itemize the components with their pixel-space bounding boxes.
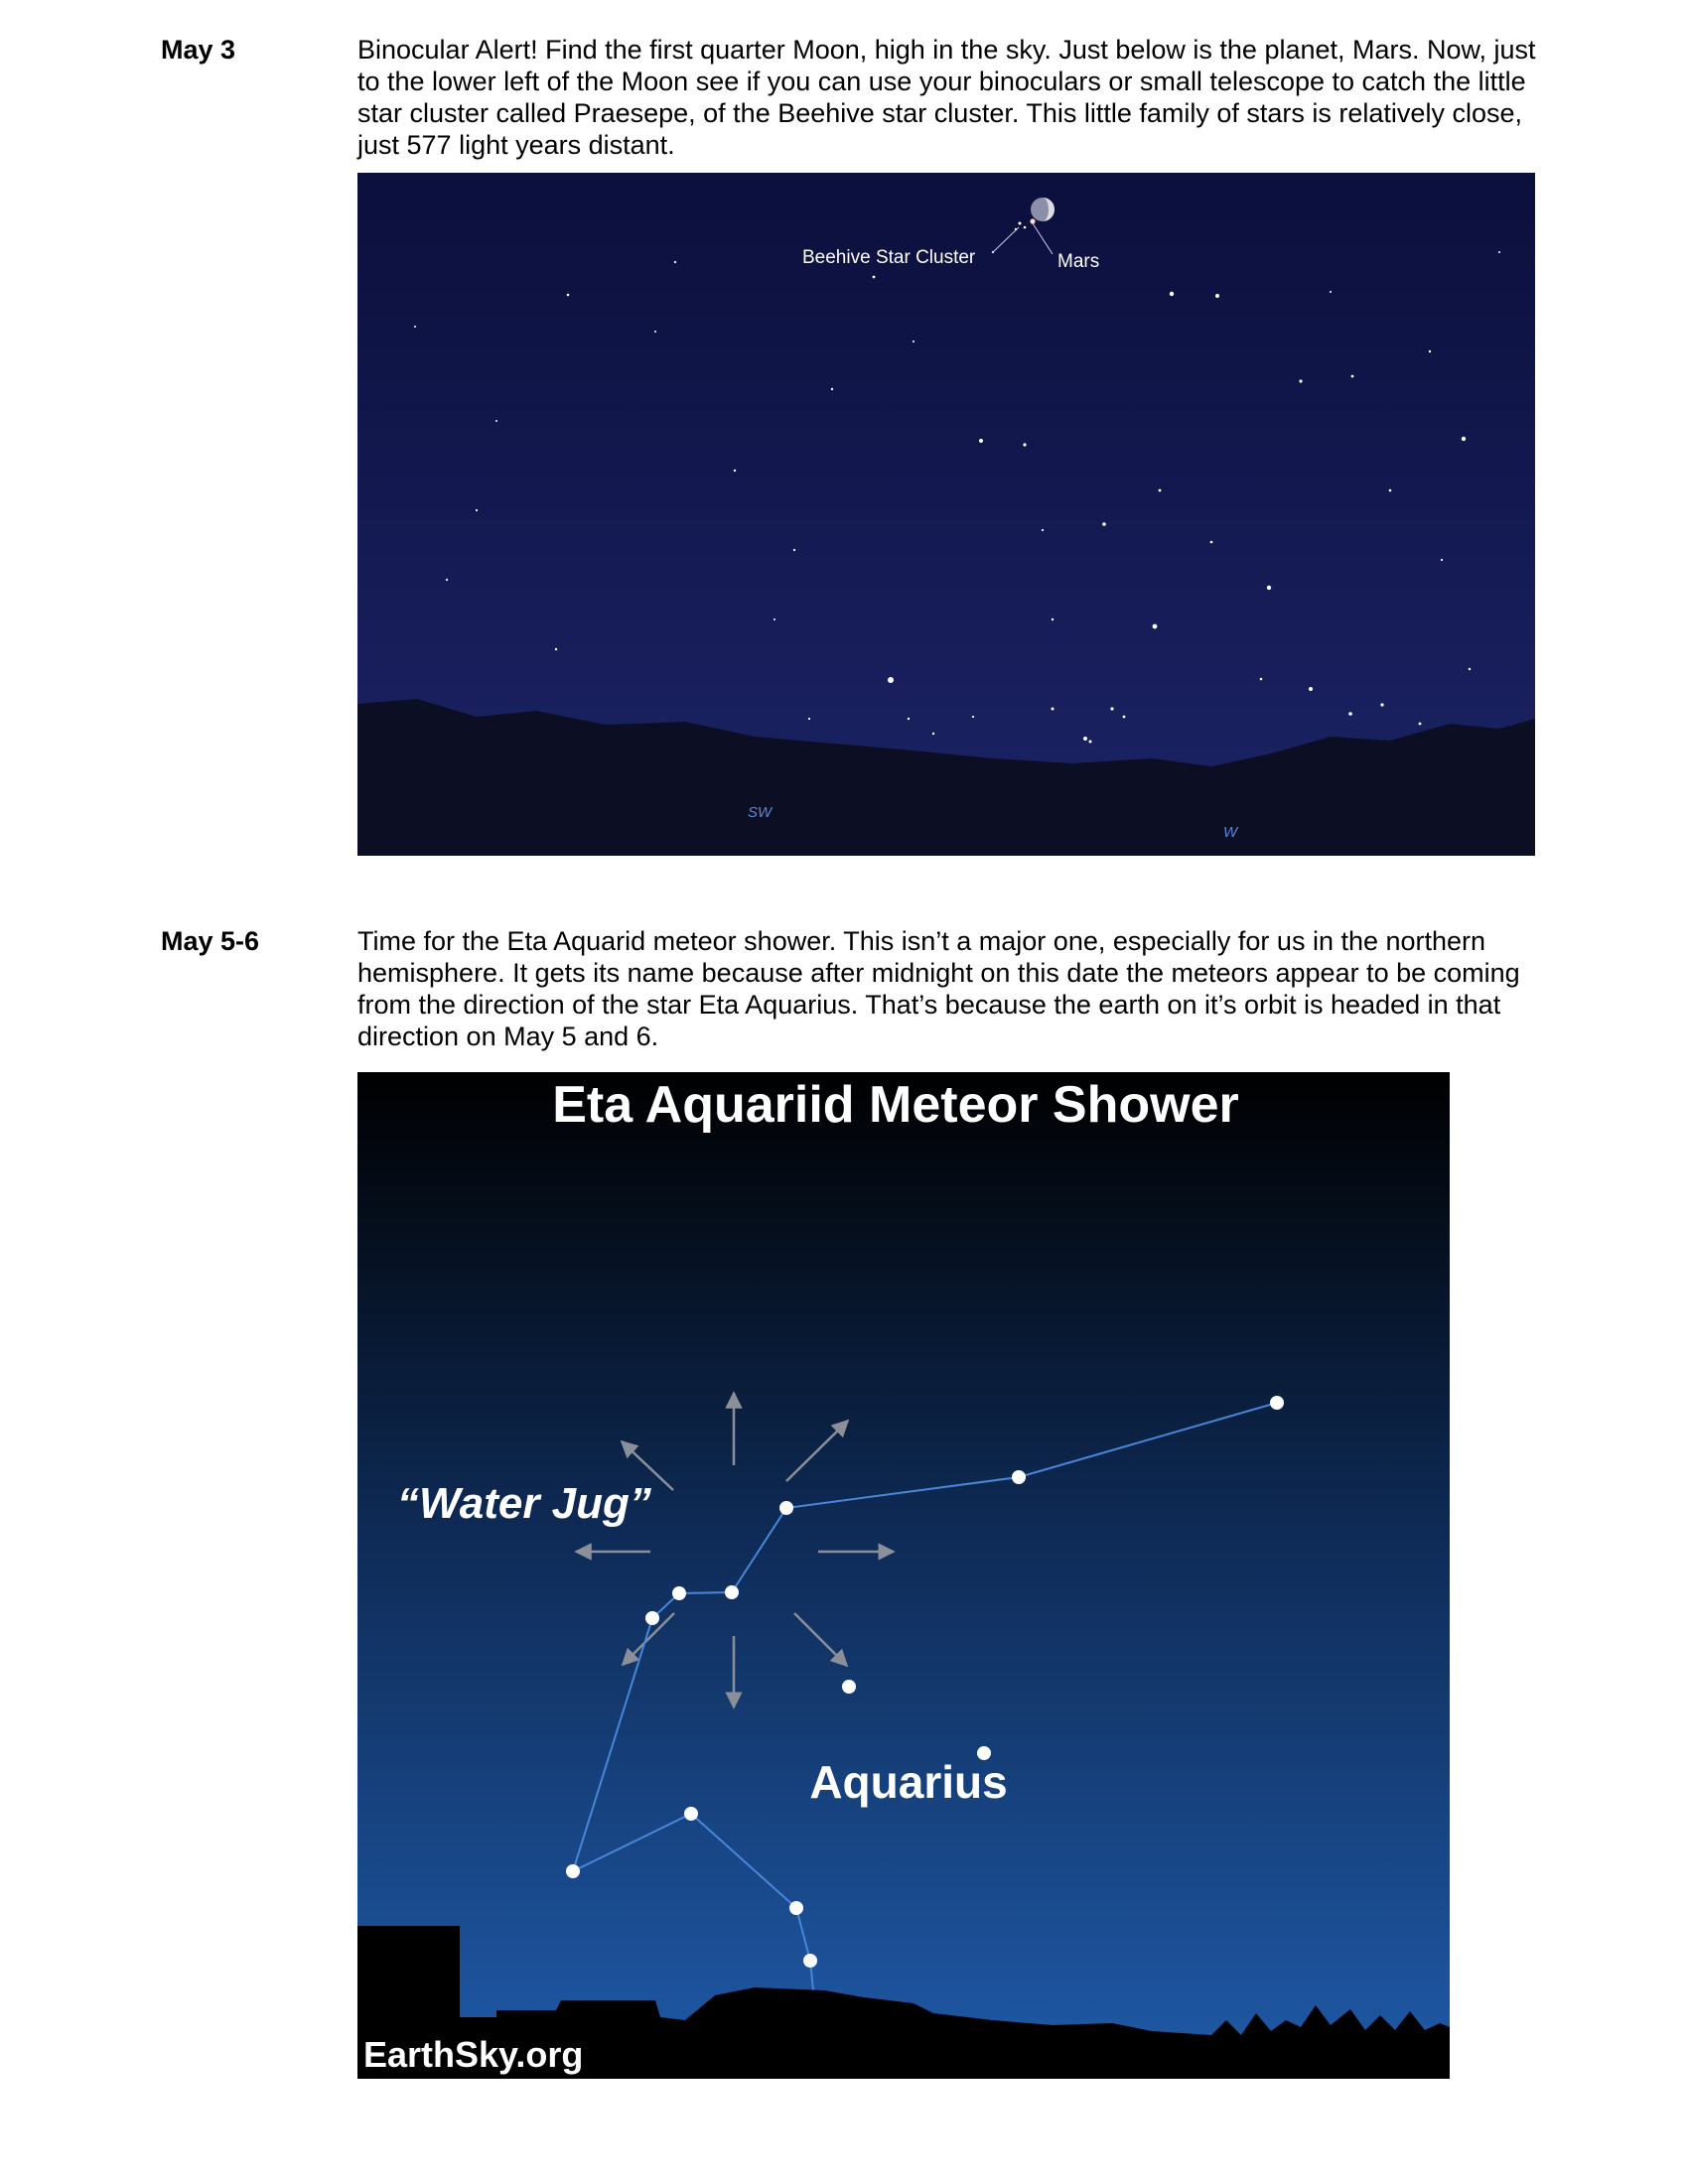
shower-title: Eta Aquariid Meteor Shower bbox=[552, 1076, 1239, 1134]
water-jug-label: “Water Jug” bbox=[397, 1479, 651, 1528]
shower-sky bbox=[357, 1072, 1450, 2079]
eta-aquariid-chart bbox=[357, 1072, 1450, 2079]
direction-w: W bbox=[1223, 824, 1238, 841]
mars-label: Mars bbox=[1057, 251, 1100, 272]
earthsky-credit: EarthSky.org bbox=[363, 2034, 584, 2075]
mars-dot bbox=[1030, 218, 1035, 223]
beehive-sky-chart bbox=[357, 173, 1535, 856]
aquarius-label: Aquarius bbox=[809, 1756, 1008, 1808]
entry-text-may-3: Binocular Alert! Find the first quarter Moon, high in the sky. Just below is the planet, Mars. Now, just to the lower left of the Moon see if you can use your binoculars or small telescope to catch the little star cluster called Praesepe, of the Beehive star cluster. This little family of stars is relatively close, just 577 light years distant. bbox=[357, 35, 1536, 160]
entry-date-may-3: May 3 bbox=[161, 35, 236, 65]
beehive-cluster-label: Beehive Star Cluster bbox=[802, 247, 976, 268]
direction-sw: SW bbox=[748, 804, 773, 821]
moon bbox=[1031, 198, 1055, 221]
entry-date-may-5-6: May 5-6 bbox=[161, 926, 260, 956]
entry-text-may-5-6: Time for the Eta Aquarid meteor shower. This isn’t a major one, especially for us in the northern hemisphere. It gets its name because after midnight on this date the meteors appear to be coming from the direction of the star Eta Aquarius. That’s because the earth on it’s orbit is headed in that direction on May 5 and 6. bbox=[357, 926, 1520, 1051]
